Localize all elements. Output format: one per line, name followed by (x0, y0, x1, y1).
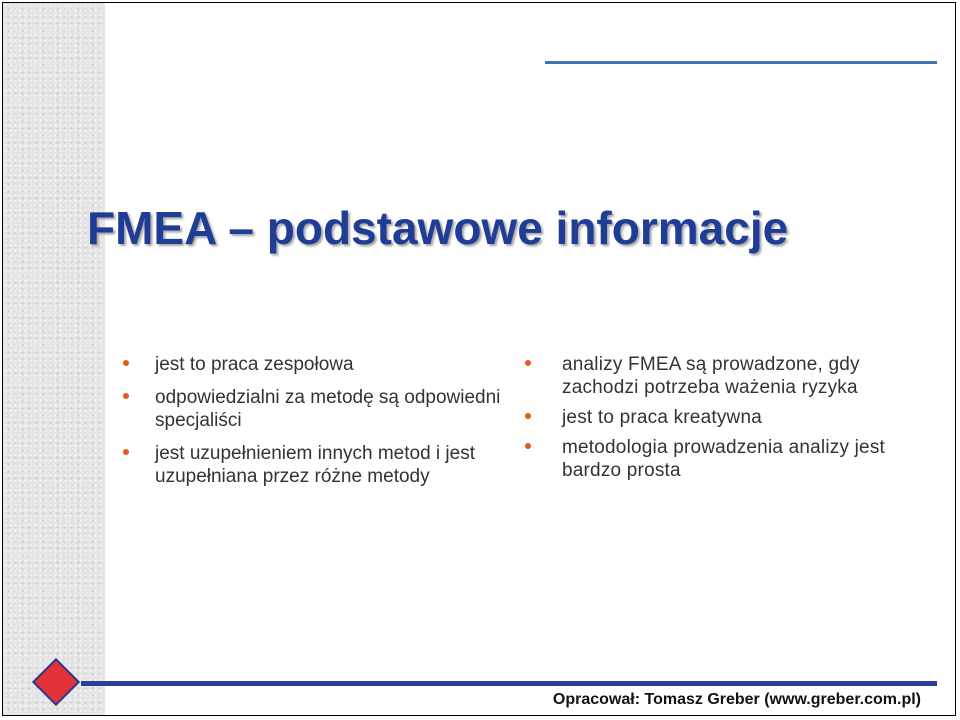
list-item (525, 436, 935, 482)
list-item (123, 442, 523, 488)
bullet-text: odpowiedzialni za metodę są odpowiedni specjaliści (155, 387, 501, 431)
footer-credit: Opracował: Tomasz Greber (www.greber.com.pl) (552, 691, 921, 708)
bottom-decorative-bar (81, 681, 937, 686)
list-item (525, 353, 935, 399)
top-decorative-line (545, 61, 937, 64)
bullet-dot-icon (525, 443, 531, 449)
list-item (525, 406, 935, 429)
slide (2, 2, 956, 716)
bullet-dot-icon (123, 360, 129, 366)
bullet-dot-icon (525, 360, 531, 366)
bullet-dot-icon (525, 413, 531, 419)
bullet-text: analizy FMEA są prowadzone, gdy zachodzi potrzeba ważenia ryzyka (562, 354, 860, 398)
textured-side-strip (3, 3, 105, 715)
left-bullet-list (123, 353, 523, 498)
slide-title: FMEA – podstawowe informacje (87, 202, 789, 254)
list-item (123, 353, 523, 376)
bullet-dot-icon (123, 393, 129, 399)
bullet-dot-icon (123, 449, 129, 455)
list-item (123, 386, 523, 432)
bullet-text: jest to praca kreatywna (562, 407, 762, 428)
bullet-text: metodologia prowadzenia analizy jest bardzo prosta (562, 437, 886, 481)
bullet-text: jest uzupełnieniem innych metod i jest uzupełniana przez różne metody (155, 443, 476, 487)
bullet-text: jest to praca zespołowa (155, 354, 354, 375)
right-bullet-list (525, 353, 935, 489)
